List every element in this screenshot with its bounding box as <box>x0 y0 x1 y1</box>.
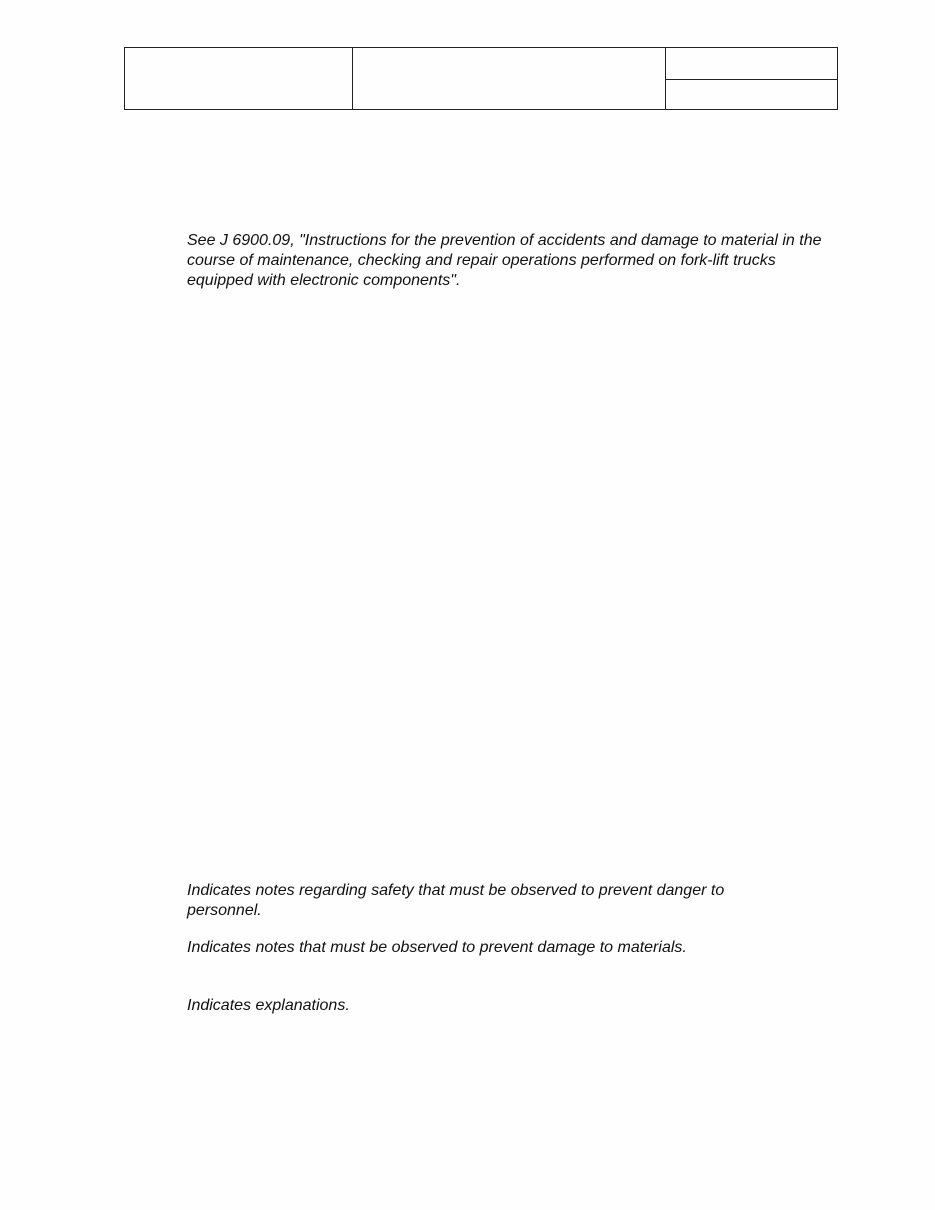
warning-legend-text: Indicates notes regarding safety that must be observed to prevent danger to personnel. <box>187 882 725 919</box>
header-cell-right-bottom <box>666 80 837 109</box>
header-cell-left <box>125 48 353 109</box>
header-table <box>124 47 838 110</box>
header-cell-right-top <box>666 48 837 80</box>
note-legend-text: Indicates explanations. <box>187 997 350 1014</box>
header-cell-middle <box>353 48 666 109</box>
header-cell-right <box>666 48 837 109</box>
caution-legend-text: Indicates notes that must be observed to prevent damage to materials. <box>187 939 687 956</box>
reference-paragraph: See J 6900.09, "Instructions for the prevention of accidents and damage to material in the course of maintenance, checking and repair operations performed on fork-lift trucks equipped with electronic components". <box>187 232 822 289</box>
